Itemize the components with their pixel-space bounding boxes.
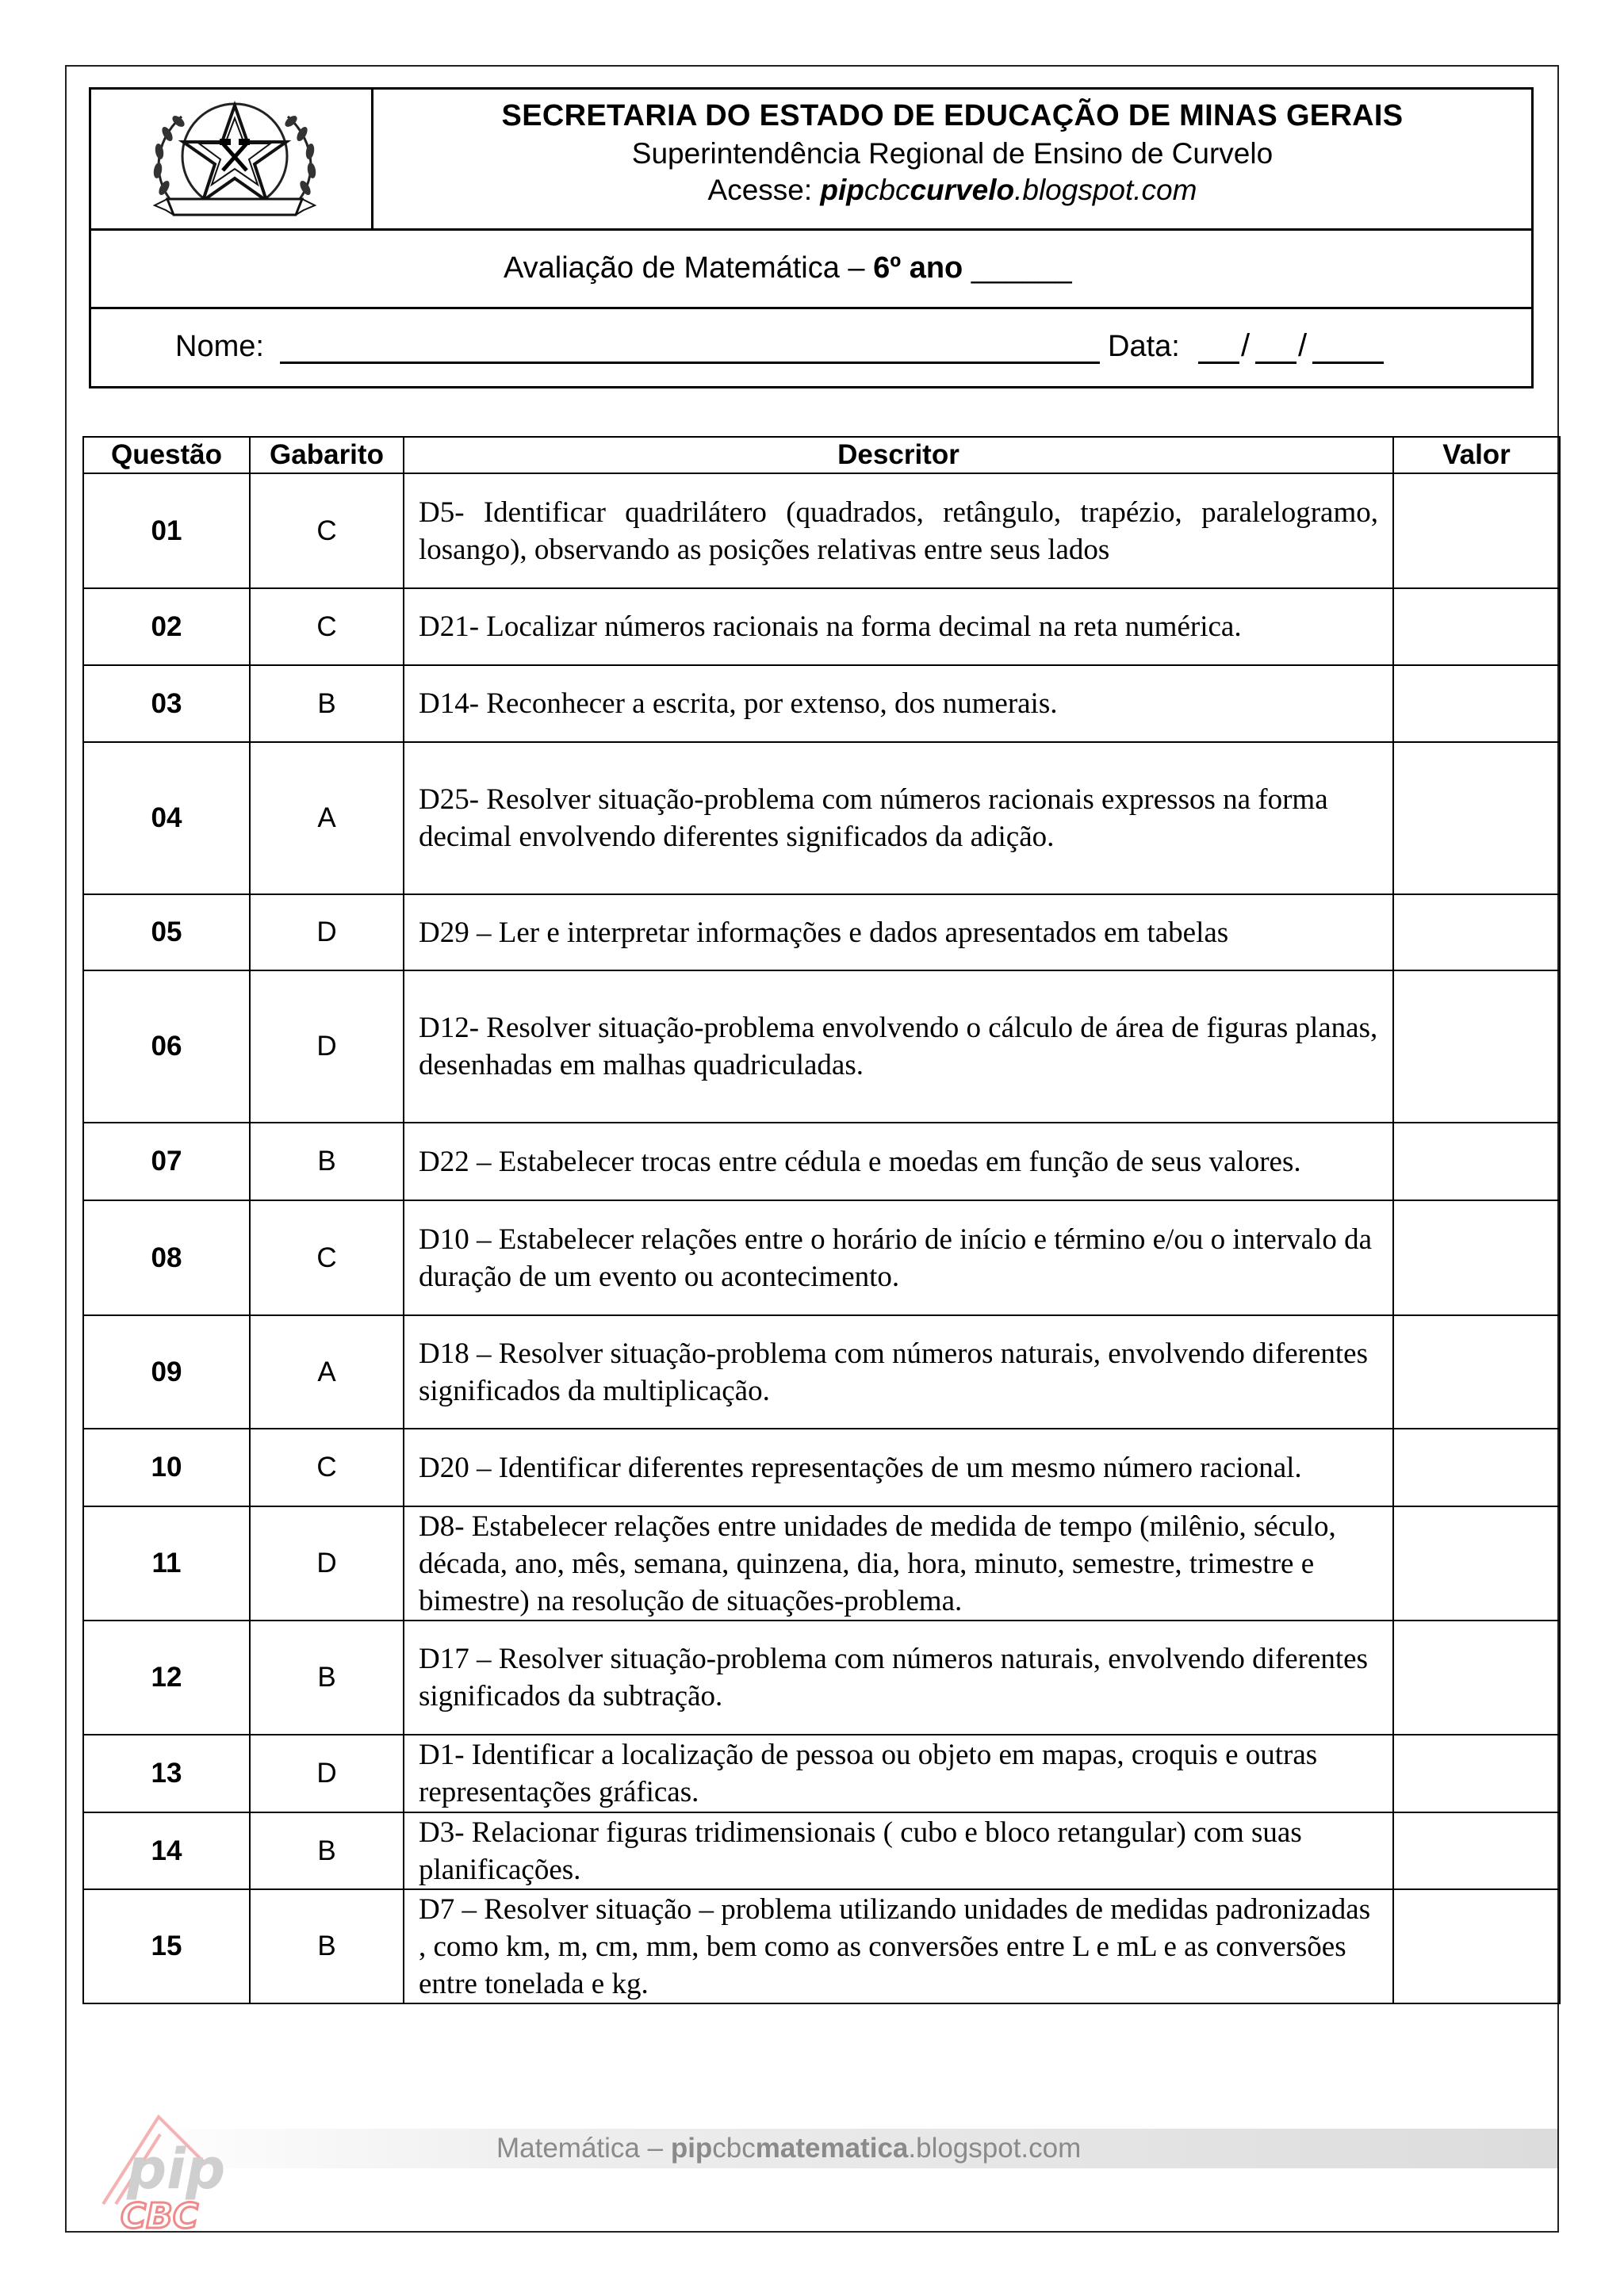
answer-key-table xyxy=(82,436,1561,2004)
column-header-answer: Gabarito xyxy=(250,437,404,473)
descriptor-text: D5- Identificar quadrilátero (quadrados, retângulo, trapézio, paralelogramo, losango), observando as posições relativas entre seus lados xyxy=(404,473,1393,588)
footer-part-pip: pip xyxy=(670,2133,713,2164)
answer-letter: D xyxy=(250,1735,404,1812)
answer-letter: D xyxy=(250,894,404,970)
name-field[interactable] xyxy=(280,362,1100,364)
answer-letter: C xyxy=(250,1200,404,1315)
answer-letter: B xyxy=(250,1621,404,1735)
institution-subtitle: Superintendência Regional de Ensino de Curvelo xyxy=(631,137,1274,170)
table-row xyxy=(83,1123,1560,1200)
descriptor-text: D7 – Resolver situação – problema utilizando unidades de medidas padronizadas , como km, m, cm, mm, bem como as conversões entre L e mL e as conversões entre tonelada e kg. xyxy=(404,1889,1393,2003)
value-cell[interactable] xyxy=(1393,1123,1560,1200)
value-cell[interactable] xyxy=(1393,588,1560,665)
descriptor-text: D12- Resolver situação-problema envolvendo o cálculo de área de figuras planas, desenhadas em malhas quadriculadas. xyxy=(404,970,1393,1123)
question-number: 02 xyxy=(83,588,250,665)
answer-letter: C xyxy=(250,588,404,665)
table-row xyxy=(83,665,1560,742)
table-row xyxy=(83,473,1560,588)
website-part-cbc: cbc xyxy=(864,174,910,206)
value-cell[interactable] xyxy=(1393,1812,1560,1889)
logo-pip-text: pip xyxy=(127,2137,226,2202)
institution-website xyxy=(373,174,1531,207)
question-number: 13 xyxy=(83,1735,250,1812)
answer-letter: A xyxy=(250,1315,404,1429)
value-cell[interactable] xyxy=(1393,894,1560,970)
question-number: 04 xyxy=(83,742,250,894)
answer-letter: C xyxy=(250,1429,404,1506)
question-number: 01 xyxy=(83,473,250,588)
crest-cell xyxy=(91,90,373,228)
value-cell[interactable] xyxy=(1393,970,1560,1123)
website-prefix: Acesse: xyxy=(707,174,821,206)
exam-title-prefix: Avaliação de Matemática – xyxy=(504,251,874,285)
footer-website xyxy=(496,2133,1081,2164)
exam-title-row xyxy=(91,231,1531,309)
exam-grade-blank: ______ xyxy=(963,251,1072,285)
institution-title: SECRETARIA DO ESTADO DE EDUCAÇÃO DE MINAS GERAIS xyxy=(501,99,1404,132)
value-cell[interactable] xyxy=(1393,1506,1560,1621)
value-cell[interactable] xyxy=(1393,665,1560,742)
answer-letter: A xyxy=(250,742,404,894)
logo-cbc-text: CBC xyxy=(121,2196,199,2236)
answer-letter: B xyxy=(250,1812,404,1889)
question-number: 03 xyxy=(83,665,250,742)
value-cell[interactable] xyxy=(1393,1735,1560,1812)
descriptor-text: D17 – Resolver situação-problema com números naturais, envolvendo diferentes significados da subtração. xyxy=(404,1621,1393,1735)
exam-title xyxy=(504,251,1072,285)
student-info-row xyxy=(91,309,1531,386)
descriptor-text: D8- Estabelecer relações entre unidades de medida de tempo (milênio, século, década, ano, mês, semana, quinzena, dia, hora, minuto, semestre, trimestre e bimestre) na resolução de situações-problema. xyxy=(404,1506,1393,1621)
descriptor-text: D29 – Ler e interpretar informações e dados apresentados em tabelas xyxy=(404,894,1393,970)
table-header-row xyxy=(83,437,1560,473)
answer-letter: D xyxy=(250,970,404,1123)
question-number: 07 xyxy=(83,1123,250,1200)
descriptor-text: D20 – Identificar diferentes representações de um mesmo número racional. xyxy=(404,1429,1393,1506)
table-row xyxy=(83,1735,1560,1812)
column-header-value: Valor xyxy=(1393,437,1560,473)
pip-cbc-logo-icon xyxy=(87,2109,246,2236)
question-number: 11 xyxy=(83,1506,250,1621)
date-separator: / xyxy=(1241,328,1251,363)
descriptor-text: D22 – Estabelecer trocas entre cédula e moedas em função de seus valores. xyxy=(404,1123,1393,1200)
value-cell[interactable] xyxy=(1393,1621,1560,1735)
website-part-curvelo: curvelo xyxy=(910,174,1015,206)
date-label: Data: xyxy=(1108,330,1180,363)
answer-letter: C xyxy=(250,473,404,588)
answer-letter: D xyxy=(250,1506,404,1621)
table-row xyxy=(83,1621,1560,1735)
question-number: 08 xyxy=(83,1200,250,1315)
table-row xyxy=(83,970,1560,1123)
question-number: 12 xyxy=(83,1621,250,1735)
descriptor-text: D21- Localizar números racionais na forma decimal na reta numérica. xyxy=(404,588,1393,665)
question-number: 14 xyxy=(83,1812,250,1889)
table-row xyxy=(83,1506,1560,1621)
descriptor-text: D18 – Resolver situação-problema com números naturais, envolvendo diferentes significados da multiplicação. xyxy=(404,1315,1393,1429)
title-cell xyxy=(373,90,1531,228)
table-row xyxy=(83,1429,1560,1506)
descriptor-text: D10 – Estabelecer relações entre o horário de início e término e/ou o intervalo da duração de um evento ou acontecimento. xyxy=(404,1200,1393,1315)
column-header-descriptor: Descritor xyxy=(404,437,1393,473)
value-cell[interactable] xyxy=(1393,1889,1560,2003)
question-number: 10 xyxy=(83,1429,250,1506)
footer-part-domain: .blogspot.com xyxy=(908,2133,1082,2164)
column-header-question: Questão xyxy=(83,437,250,473)
answer-letter: B xyxy=(250,1123,404,1200)
exam-grade: 6º ano xyxy=(873,251,963,285)
value-cell[interactable] xyxy=(1393,1429,1560,1506)
header-top-row xyxy=(91,90,1531,231)
answer-letter: B xyxy=(250,665,404,742)
value-cell[interactable] xyxy=(1393,1200,1560,1315)
descriptor-text: D3- Relacionar figuras tridimensionais ( cubo e bloco retangular) com suas planificações. xyxy=(404,1812,1393,1889)
table-row xyxy=(83,588,1560,665)
footer-part-cbc: cbc xyxy=(712,2133,756,2164)
website-part-domain: .blogspot.com xyxy=(1014,174,1197,206)
date-year-field[interactable] xyxy=(1312,362,1384,364)
date-month-field[interactable] xyxy=(1255,362,1297,364)
value-cell[interactable] xyxy=(1393,742,1560,894)
table-row xyxy=(83,1315,1560,1429)
state-coat-of-arms-icon xyxy=(144,94,326,224)
value-cell[interactable] xyxy=(1393,1315,1560,1429)
table-row xyxy=(83,1812,1560,1889)
table-row xyxy=(83,894,1560,970)
question-number: 15 xyxy=(83,1889,250,2003)
document-header xyxy=(89,87,1534,388)
date-day-field[interactable] xyxy=(1198,362,1239,364)
table-row xyxy=(83,742,1560,894)
descriptor-text: D1- Identificar a localização de pessoa ou objeto em mapas, croquis e outras representações gráficas. xyxy=(404,1735,1393,1812)
table-row xyxy=(83,1889,1560,2003)
answer-letter: B xyxy=(250,1889,404,2003)
footer-prefix: Matemática – xyxy=(496,2133,671,2164)
website-part-pip: pip xyxy=(820,174,864,206)
descriptor-text: D14- Reconhecer a escrita, por extenso, dos numerais. xyxy=(404,665,1393,742)
question-number: 05 xyxy=(83,894,250,970)
name-label: Nome: xyxy=(175,330,264,363)
table-row xyxy=(83,1200,1560,1315)
question-number: 06 xyxy=(83,970,250,1123)
value-cell[interactable] xyxy=(1393,473,1560,588)
question-number: 09 xyxy=(83,1315,250,1429)
date-separator: / xyxy=(1298,328,1308,363)
descriptor-text: D25- Resolver situação-problema com números racionais expressos na forma decimal envolvendo diferentes significados da adição. xyxy=(404,742,1393,894)
footer-part-matematica: matematica xyxy=(755,2133,909,2164)
